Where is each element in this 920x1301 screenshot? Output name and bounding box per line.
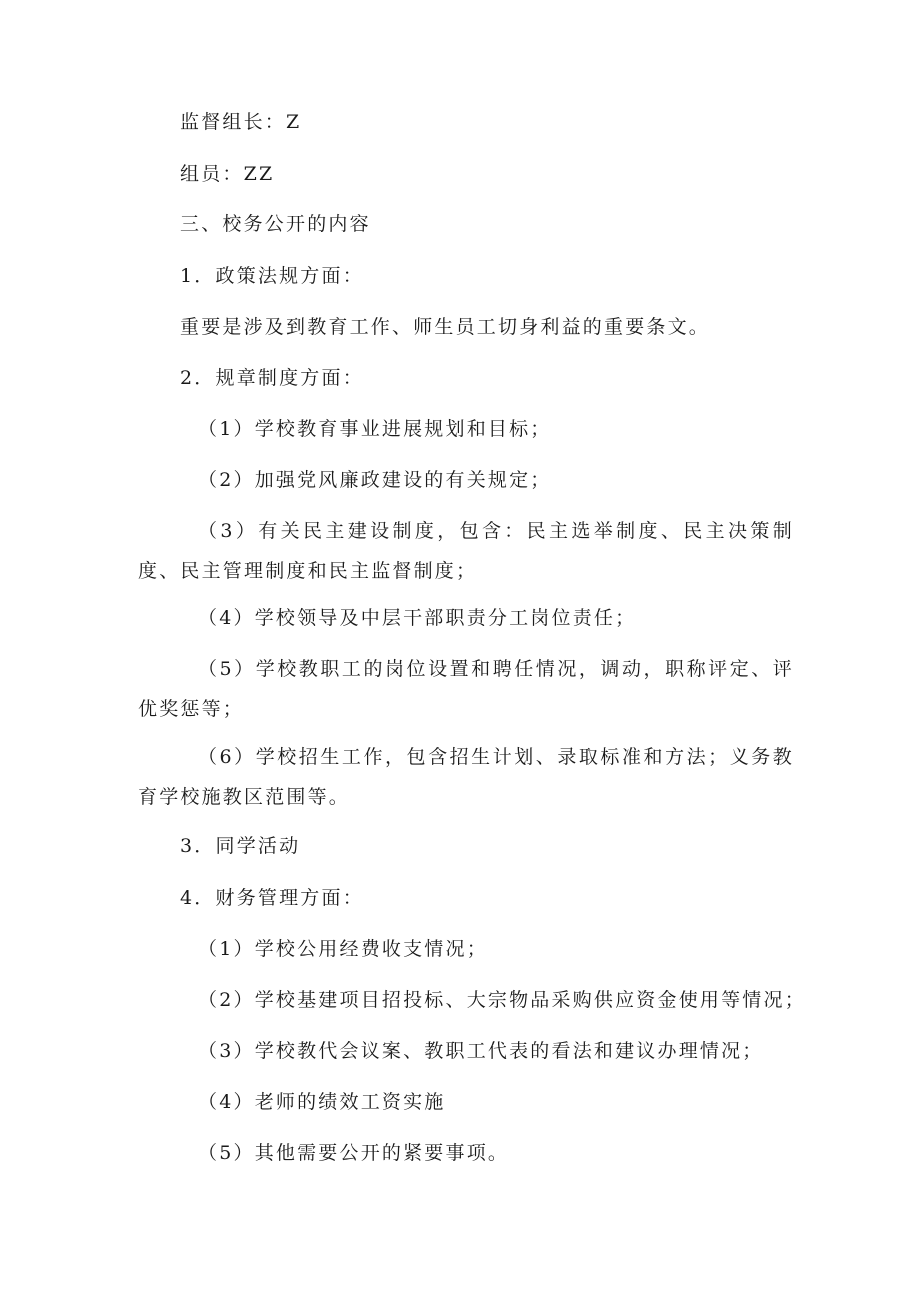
members-line: 组员：ZZ	[180, 163, 275, 185]
list-item-heading: 3．同学活动	[180, 835, 301, 857]
sub-list-item: （3）学校教代会议案、教职工代表的看法和建议办理情况；	[198, 1040, 764, 1062]
sub-list-item: （2）加强党风廉政建设的有关规定；	[198, 469, 552, 491]
paragraph: 重要是涉及到教育工作、师生员工切身利益的重要条文。	[180, 316, 711, 338]
sub-list-item-wrapped: （5）学校教职工的岗位设置和聘任情况，调动，职称评定、评优奖惩等；	[138, 658, 794, 720]
sub-list-item: （4）老师的绩效工资实施	[198, 1091, 446, 1113]
supervisor-leader-line: 监督组长：Z	[180, 111, 302, 133]
sub-list-item: （1）学校教育事业进展规划和目标；	[198, 418, 552, 440]
sub-list-item: （4）学校领导及中层干部职责分工岗位责任；	[198, 607, 637, 629]
sub-list-item-wrapped: （3）有关民主建设制度，包含：民主选举制度、民主决策制度、民主管理制度和民主监督制度；	[138, 520, 794, 582]
sub-list-item-wrapped: （6）学校招生工作，包含招生计划、录取标准和方法；义务教育学校施教区范围等。	[138, 746, 794, 808]
list-item-heading: 2．规章制度方面：	[180, 367, 364, 389]
section-heading: 三、校务公开的内容	[180, 213, 371, 235]
sub-list-item: （1）学校公用经费收支情况；	[198, 938, 488, 960]
list-item-heading: 4．财务管理方面：	[180, 887, 364, 909]
sub-list-item: （5）其他需要公开的紧要事项。	[198, 1142, 510, 1164]
sub-list-item: （2）学校基建项目招投标、大宗物品采购供应资金使用等情况；	[198, 989, 806, 1011]
list-item-heading: 1．政策法规方面：	[180, 265, 364, 287]
